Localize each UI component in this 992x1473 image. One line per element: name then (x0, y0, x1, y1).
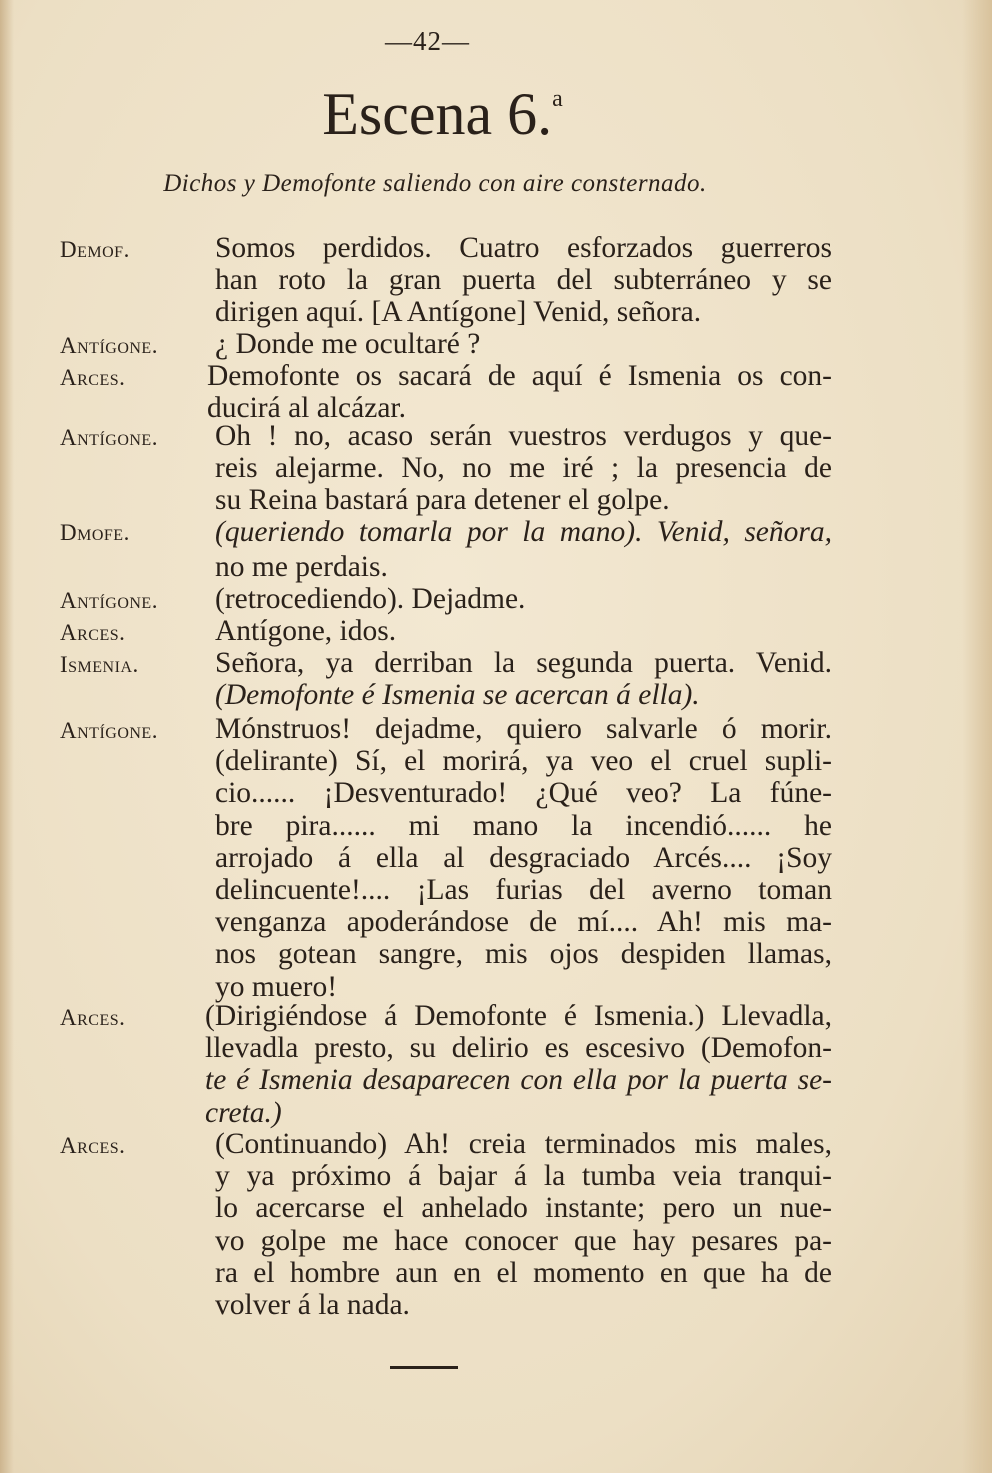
speech-line: Antígone, idos. (215, 615, 397, 647)
speech-line: nos gotean sangre, mis ojos despiden llamas, (215, 938, 832, 971)
speech-text (215, 647, 832, 711)
speech-text (215, 615, 832, 647)
speech-line: (delirante) Sí, el morirá, ya veo el cruel supli- (215, 745, 832, 778)
speaker-name: Arces. (60, 1005, 126, 1030)
stage-direction-inline: (queriendo tomarla por la mano). Venid, señora, (215, 516, 832, 548)
speech-line: arrojado á ella al desgraciado Arcés.... ¡Soy (215, 841, 832, 874)
speaker-name: Ismenia. (60, 652, 139, 677)
speech-text (207, 360, 832, 424)
stage-direction: Dichos y Demofonte saliendo con aire consternado. (163, 170, 707, 197)
speech-line (205, 1097, 832, 1129)
speech-line (205, 1064, 832, 1096)
speech-text (215, 583, 832, 615)
speaker-name: Antígone. (60, 718, 158, 743)
speech-line: Mónstruos! dejadme, quiero salvarle ó morir. (215, 713, 832, 745)
speech-line: reis alejarme. No, no me iré ; la presencia de (215, 452, 832, 485)
speech-line: dirigen aquí. [A Antígone] Venid, señora. (215, 296, 702, 329)
speaker-name: Antígone. (60, 588, 158, 613)
speech-line: no me perdais. (215, 551, 388, 583)
speech-line: vo golpe me hace conocer que hay pesares pa- (215, 1224, 832, 1257)
speech-line: han roto la gran puerta del subterráneo y se (215, 264, 832, 297)
speaker-name: Dmofe. (60, 520, 130, 545)
speaker-name: Arces. (60, 365, 126, 390)
speech-line: su Reina bastará para detener el golpe. (215, 484, 670, 517)
page-number: —42— (385, 26, 470, 56)
speech-line: lo acercarse el anhelado instante; pero un nue- (215, 1192, 832, 1225)
speech-line: bre pira...... mi mano la incendió...... he (215, 809, 832, 842)
speech-text (215, 1128, 832, 1321)
speech-line: ducirá al alcázar. (207, 392, 406, 425)
speech-line: y ya próximo á bajar á la tumba veia tranqui- (215, 1160, 832, 1193)
speaker-name: Antígone. (60, 333, 158, 358)
speech-line: ra el hombre aun en el momento en que ha de (215, 1256, 832, 1289)
speech-line: delincuente!.... ¡Las furias del averno toman (215, 874, 832, 907)
speech-line: venganza apoderándose de mí.... Ah! mis ma- (215, 906, 832, 939)
speech-line: llevadla presto, su delirio es escesivo (Demofon- (205, 1032, 832, 1065)
speech-line: yo muero! (215, 970, 338, 1003)
speaker-name: Arces. (60, 620, 126, 645)
speech-text (215, 232, 832, 329)
speech-line: (Continuando) Ah! creia terminados mis males, (215, 1128, 832, 1160)
speech-line (215, 679, 832, 711)
speech-line: Oh ! no, acaso serán vuestros verdugos y que- (215, 420, 832, 452)
scene-title (0, 80, 885, 149)
speech-line: volver á la nada. (215, 1289, 410, 1322)
speech-line: Somos perdidos. Cuatro esforzados guerreros (215, 232, 832, 264)
speech-line: ¿ Donde me ocultaré ? (215, 328, 481, 360)
speech-line: (Dirigiéndose á Demofonte é Ismenia.) Llevadla, (205, 1000, 832, 1032)
speech-text (215, 515, 832, 585)
speaker-name: Antígone. (60, 425, 158, 450)
speech-text (215, 420, 832, 517)
stage-direction-inline: te é Ismenia desaparecen con ella por la puerta se- (205, 1064, 832, 1097)
speaker-name: Arces. (60, 1133, 126, 1158)
stage-direction-inline: (Demofonte é Ismenia se acercan á ella). (215, 679, 700, 712)
page-edge-shadow (0, 0, 14, 1473)
scene-title-superscript: a (552, 86, 563, 112)
speech-line: Demofonte os sacará de aquí é Ismenia os con- (207, 360, 832, 392)
speech-text (215, 328, 832, 360)
page-edge-shadow (962, 0, 992, 1473)
speech-text (215, 713, 832, 1003)
speech-text (205, 1000, 832, 1129)
closing-rule (390, 1366, 458, 1369)
scene-title-text: Escena 6. (322, 81, 553, 147)
speech-line (215, 515, 832, 550)
speech-line: cio...... ¡Desventurado! ¿Qué veo? La fúne- (215, 777, 832, 810)
speaker-name: Demof. (60, 237, 130, 262)
speech-line: (retrocediendo). Dejadme. (215, 583, 526, 615)
stage-direction-inline: creta.) (205, 1096, 282, 1129)
speech-line: Señora, ya derriban la segunda puerta. Venid. (215, 647, 832, 679)
